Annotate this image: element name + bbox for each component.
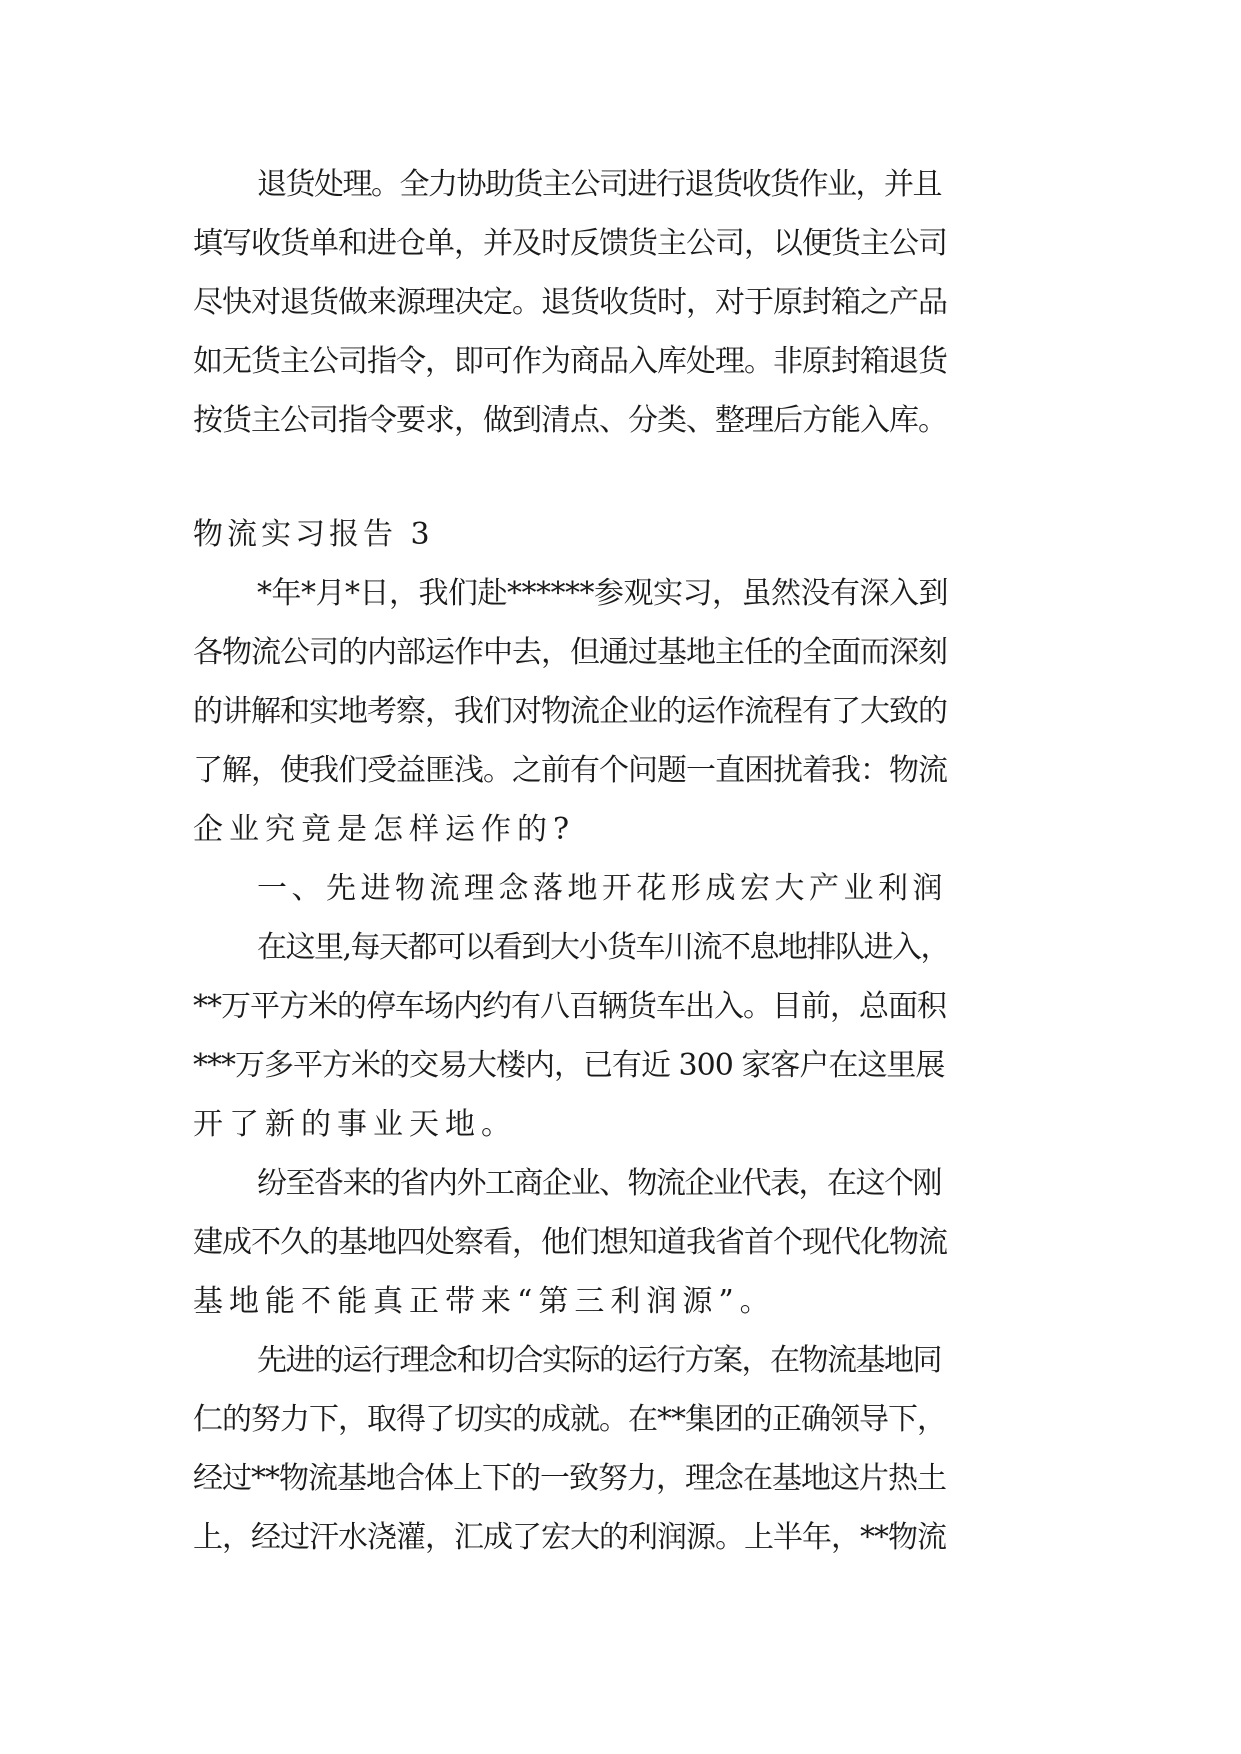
paragraph-line: 了解，使我们受益匪浅。之前有个问题一直困扰着我：物流 <box>193 753 947 788</box>
paragraph-line: 企业究竟是怎样运作的? <box>193 812 576 847</box>
paragraph-line: 先进的运行理念和切合实际的运行方案，在物流基地同 <box>257 1343 941 1378</box>
paragraph-line: 按货主公司指令要求，做到清点、分类、整理后方能入库。 <box>193 403 947 438</box>
paragraph-line: 填写收货单和进仓单，并及时反馈货主公司，以便货主公司 <box>193 226 947 261</box>
paragraph-line: ***万多平方米的交易大楼内，已有近 300 家客户在这里展 <box>193 1048 945 1083</box>
paragraph-line: 上，经过汗水浇灌，汇成了宏大的利润源。上半年，**物流 <box>193 1520 946 1555</box>
paragraph-line: 仁的努力下，取得了切实的成就。在**集团的正确领导下， <box>193 1402 946 1437</box>
paragraph-line: 的讲解和实地考察，我们对物流企业的运作流程有了大致的 <box>193 694 947 729</box>
paragraph-line: 建成不久的基地四处察看，他们想知道我省首个现代化物流 <box>193 1225 947 1260</box>
paragraph-line: 退货处理。全力协助货主公司进行退货收货作业，并且 <box>257 167 941 202</box>
paragraph-line: 基地能不能真正带来“第三利润源”。 <box>193 1284 776 1319</box>
section-title: 物流实习报告 3 <box>193 517 434 552</box>
paragraph-line: 纷至沓来的省内外工商企业、物流企业代表，在这个刚 <box>257 1166 941 1201</box>
paragraph-line: **万平方米的停车场内约有八百辆货车出入。目前，总面积 <box>193 989 946 1024</box>
section-heading: 一、先进物流理念落地开花形成宏大产业利润 <box>257 871 947 906</box>
paragraph-line: 尽快对退货做来源理决定。退货收货时，对于原封箱之产品 <box>193 285 947 320</box>
paragraph-line: 各物流公司的内部运作中去，但通过基地主任的全面而深刻 <box>193 635 947 670</box>
paragraph-line: 开了新的事业天地。 <box>193 1107 517 1142</box>
paragraph-line: 经过**物流基地合体上下的一致努力，理念在基地这片热土 <box>193 1461 946 1496</box>
paragraph-line: *年*月*日，我们赴******参观实习，虽然没有深入到 <box>257 576 948 611</box>
paragraph-line: 如无货主公司指令，即可作为商品入库处理。非原封箱退货 <box>193 344 947 379</box>
paragraph-line: 在这里,每天都可以看到大小货车川流不息地排队进入， <box>257 930 950 965</box>
